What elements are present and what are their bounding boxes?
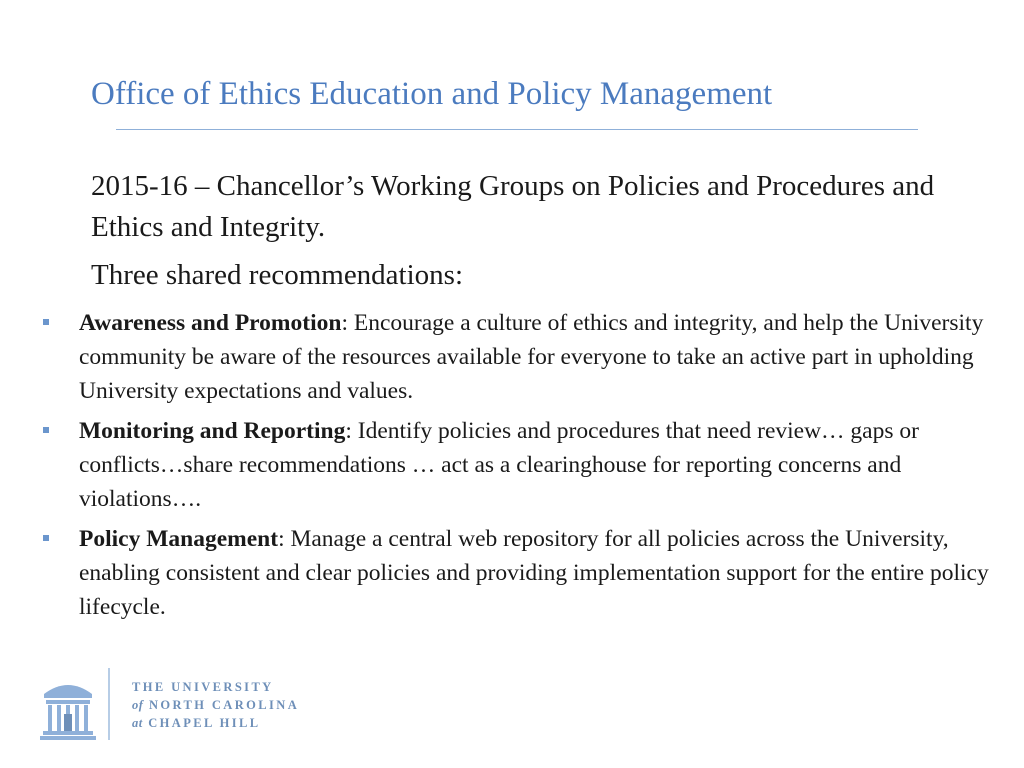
intro-line-2: Three shared recommendations:	[91, 259, 464, 291]
bullet-heading: Policy Management	[79, 526, 279, 552]
bullet-heading: Monitoring and Reporting	[79, 418, 346, 444]
logo-divider	[108, 668, 110, 740]
bullet-square-icon	[43, 535, 49, 541]
old-well-icon	[40, 674, 96, 740]
university-name-line-3: at CHAPEL HILL	[132, 716, 261, 730]
university-name-line-1: THE UNIVERSITY	[132, 680, 274, 694]
list-item	[0, 306, 1004, 408]
bullet-square-icon	[43, 427, 49, 433]
title-divider	[116, 129, 918, 130]
bullet-text: : Identify policies and procedures that need review… gaps or conflicts…share recommendations … act as a clearinghouse for reporting concerns and violations….	[79, 418, 919, 512]
bullet-heading: Awareness and Promotion	[79, 310, 342, 336]
university-logo	[40, 668, 340, 740]
slide-title: Office of Ethics Education and Policy Management	[91, 76, 773, 112]
university-name-line-2: of NORTH CAROLINA	[132, 698, 300, 712]
bullet-text: : Manage a central web repository for all policies across the University, enabling consistent and clear policies and providing implementation support for the entire policy lifecycle.	[79, 526, 989, 620]
university-name	[132, 678, 299, 732]
recommendation-list	[0, 306, 1024, 630]
list-item	[0, 414, 1004, 516]
intro-block	[91, 166, 941, 296]
list-item	[0, 522, 1004, 624]
bullet-text: : Encourage a culture of ethics and integrity, and help the University community be aware of the resources available for everyone to take an active part in upholding University expectations and values.	[79, 310, 984, 404]
intro-line-1: 2015-16 – Chancellor’s Working Groups on Policies and Procedures and Ethics and Integrity.	[91, 170, 935, 243]
bullet-square-icon	[43, 319, 49, 325]
